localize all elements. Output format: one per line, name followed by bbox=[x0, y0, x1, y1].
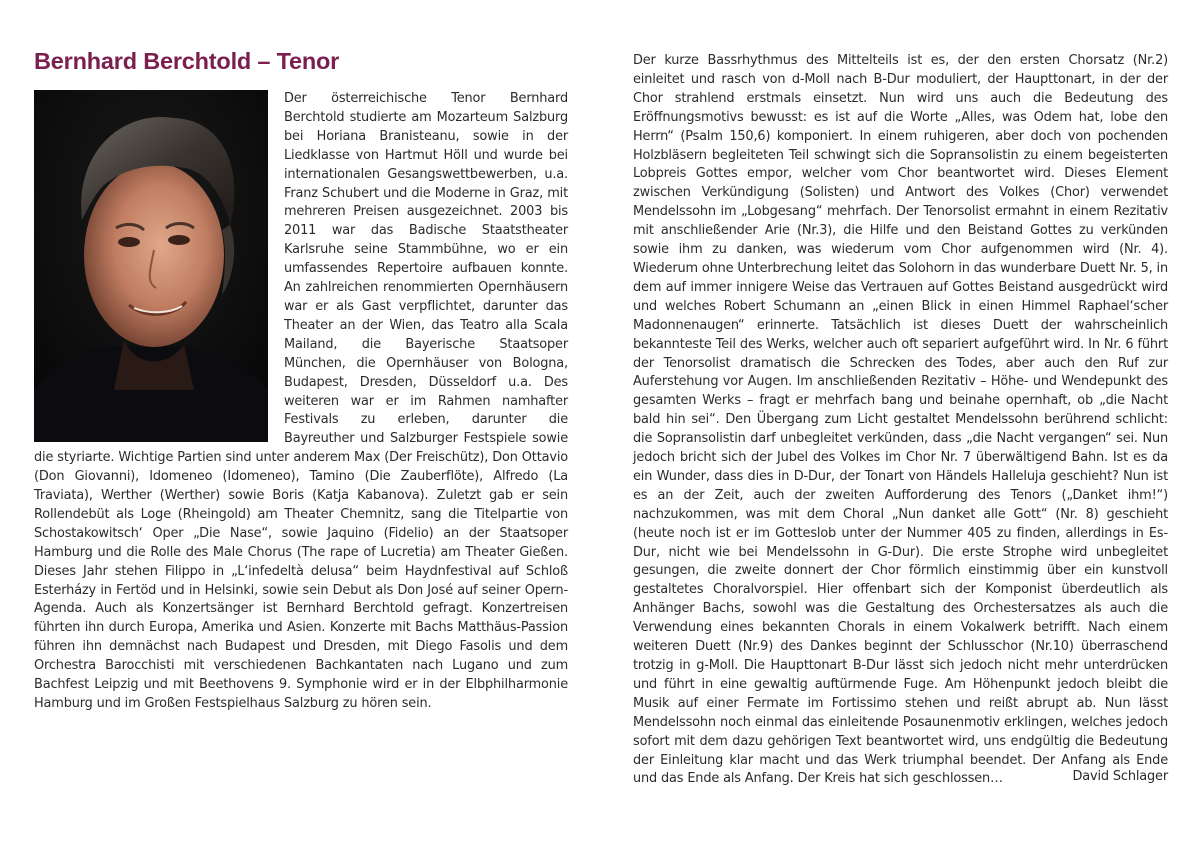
author-signature: David Schlager bbox=[1072, 769, 1168, 784]
program-notes-text: Der kurze Bassrhythmus des Mittelteils ist es, der den ersten Chorsatz (Nr.2) einleitet und rasch von d-Moll nach B-Dur moduliert, der Haupttonart, in der der Chor strahlend erstmals einsetzt. Nun wird uns auch die Bedeutung des Eröffnungsmotivs bewusst: es ist auf die Worte „Alles, was Odem hat, lobe den Herrn“ (Psalm 150,6) komponiert. In einem ruhigeren, aber doch von pochenden Holzbläsern begleiteten Teil schwingt sich die Sopransolistin zu einem begeisterten Lobpreis Gottes empor, welcher vom Chor beantwortet wird. Dieses Element zwischen Verkündigung (Solisten) und Antwort des Volkes (Chor) verwendet Mendelssohn im „Lobgesang“ mehrfach. Der Tenorsolist ermahnt in einem Rezitativ mit anschließender Arie (Nr.3), die Hilfe und den Beistand Gottes zu verkünden sowie ihm zu danken, was wiederum vom Chor aufgenommen wird (Nr. 4). Wiederum ohne Unterbrechung leitet das Solohorn in das wunderbare Duett Nr. 5, in dem auf immer innigere Weise das Vertrauen auf Gottes Beistand ausgedrückt wird und welches Robert Schumann an „einen Blick in einen Himmel Raphael‘scher Madonnenaugen“ erinnerte. Tatsächlich ist dieses Duett der wahrscheinlich bekannteste Teil des Werks, welcher auch oft separiert aufgeführt wird. In Nr. 6 führt der Tenorsolist dramatisch die Schrecken des Todes, aber auch den Ruf zur Auferstehung vor Augen. Im anschließenden Rezitativ – Höhe- und Wendepunkt des gesamten Werks – fragt er mehrfach bang und beinahe opernhaft, ob „die Nacht bald hin sei“. Den Übergang zum Licht gestaltet Mendelssohn berührend schlicht: die Sopransolistin darf unbegleitet verkünden, dass „die Nacht vergangen“ sei. Nun jedoch bricht sich der Jubel des Volkes im Chor Nr. 7 überwältigend Bahn. Ist es da ein Wunder, dass dies in D-Dur, der Tonart von Händels Halleluja geschieht? Nun ist es an der Zeit, auch der zweiten Aufforderung des Tenors („Danket ihm!“) nachzukommen, was mit dem Choral „Nun danket alle Gott“ (Nr. 8) geschieht (heute noch ist er im Gotteslob unter der Nummer 405 zu finden, allerdings in Es-Dur, nicht wie bei Mendelssohn in G-Dur). Die erste Strophe wird unbegleitet gesungen, die zweite donnert der Chor förmlich einstimmig über ein kunstvoll gestaltetes Choralvorspiel. Hier offenbart sich der Komponist überdeutlich als Anhänger Bachs, sowohl was die Gestaltung des Orchestersatzes als auch die Verwendung eines bekannten Chorals in einem Vokalwerk betrifft. Nach einem weiteren Duett (Nr.9) des Dankes beginnt der Schlusschor (Nr.10) überraschend trotzig in g-Moll. Die Haupttonart B-Dur lässt sich jedoch nicht mehr unterdrücken und führt in eine gewaltig auftürmende Fuge. Am Höhenpunkt jedoch bleibt die Musik auf einer Fermate im Fortissimo stehen und reißt abrupt ab. Nun lässt Mendelssohn noch einmal das einleitende Posaunenmotiv erklingen, welches jedoch sofort mit dem dazu gehörigen Text beantwortet wird, uns endgültig die Bedeutung der Einleitung klar macht und das Werk triumphal beendet. Der Anfang als Ende und das Ende als Anfang. Der Kreis hat sich geschlossen… bbox=[633, 53, 1168, 787]
page-title: Bernhard Berchtold – Tenor bbox=[34, 48, 340, 74]
portrait-photo bbox=[34, 90, 268, 442]
program-notes-column bbox=[633, 52, 1168, 789]
biography-column bbox=[34, 46, 568, 714]
biography-text: Der österreichische Tenor Bernhard Berchtold studierte am Mozarteum Salzburg bei Horiana Branisteanu, sowie in der Liedklasse von Hartmut Höll und wurde bei internationalen Gesangswettbewerben, u.a. Franz Schubert und die Moderne in Graz, mit mehreren Preisen ausgezeichnet. 2003 bis 2011 war das Badische Staatstheater Karlsruhe seine Stammbühne, wo er ein umfassendes Repertoire aufbauen konnte. An zahlreichen renommierten Opernhäusern war er als Gast verpflichtet, darunter das Theater an der Wien, das Teatro alla Scala Mailand, die Bayerische Staatsoper München, die Opernhäuser von Bologna, Budapest, Dresden, Düsseldorf u.a. Des weiteren war er im Rahmen namhafter Festivals zu erleben, darunter die Bayreuther und Salzburger Festspiele sowie die styriarte. Wichtige Partien sind unter anderem Max (Der Freischütz), Don Ottavio (Don Giovanni), Idomeneo (Idomeneo), Tamino (Die Zauberflöte), Alfredo (La Traviata), Werther (Werther) sowie Boris (Katja Kabanova). Zuletzt gab er sein Rollendebüt als Loge (Rheingold) am Theater Chemnitz, sang die Titelpartie von Schostakowitsch‘ Oper „Die Nase“, sowie Jaquino (Fidelio) an der Staatsoper Hamburg und die Rolle des Male Chorus (The rape of Lucretia) am Theater Gießen. Dieses Jahr stehen Filippo in „L‘infedeltà delusa“ beim Haydnfestival auf Schloß Esterházy in Fertöd und in Helsinki, sowie sein Debut als Don José auf seiner Opern-Agenda. Auch als Konzertsänger ist Bernhard Berchtold gefragt. Konzertreisen führten ihn durch Europa, Amerika und Asien. Konzerte mit Bachs Matthäus-Passion führen ihn demnächst nach Budapest und Dresden, mit Diego Fasolis und dem Orchestra Barocchisti mit verschiedenen Bachkantaten nach Lugano und zum Bachfest Leipzig und mit Beethovens 9. Symphonie wird er in der Elbphilharmonie Hamburg und im Großen Festspielhaus Salzburg zu hören sein. bbox=[34, 91, 568, 711]
